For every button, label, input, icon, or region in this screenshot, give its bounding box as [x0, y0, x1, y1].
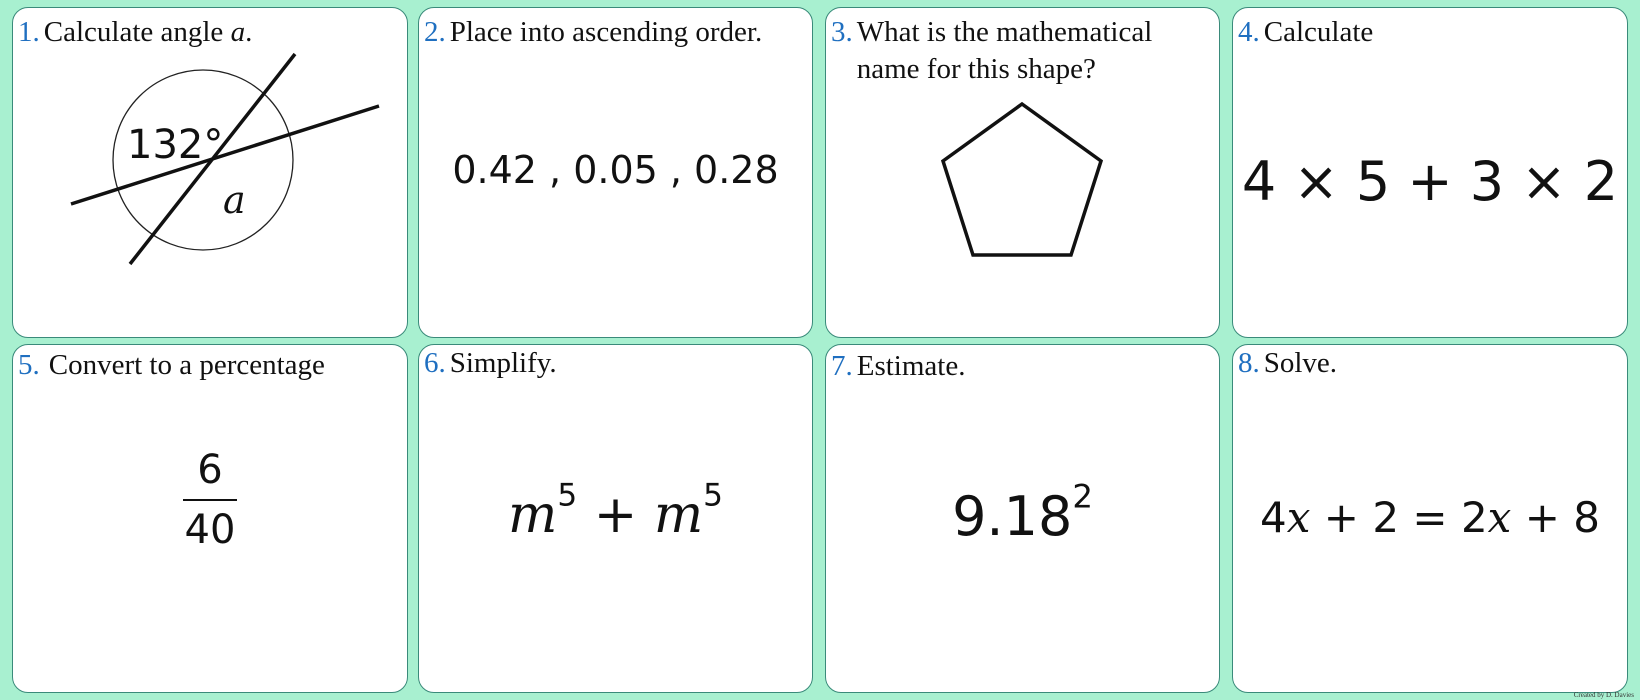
fraction-bar	[183, 499, 237, 501]
credit-text: Created by D. Davies	[1573, 691, 1634, 699]
question-card-7	[825, 344, 1220, 693]
question-card-8	[1232, 344, 1628, 693]
question-card-1	[12, 7, 408, 338]
question-number: 5.	[18, 349, 40, 381]
question-header	[18, 347, 401, 384]
question-text: Calculate angle a.	[43, 16, 253, 48]
question-text: Convert to a percentage	[48, 349, 325, 381]
question-number: 8.	[1238, 347, 1260, 379]
estimate-expression: 9.18$^2$	[952, 477, 1093, 548]
question-header	[1238, 345, 1621, 382]
algebra-expression: $m^5 + m^5$	[508, 477, 723, 545]
question-text: Calculate	[1263, 16, 1374, 48]
question-header	[1238, 14, 1621, 51]
question-card-5	[12, 344, 408, 693]
question-number: 1.	[18, 16, 40, 48]
question-text: Solve.	[1263, 347, 1338, 379]
angle-diagram	[13, 8, 409, 339]
angle-label: 132°	[127, 122, 224, 168]
question-card-4	[1232, 7, 1628, 338]
question-variable: a	[230, 16, 246, 48]
question-card-3	[825, 7, 1220, 338]
question-number: 3.	[831, 16, 853, 48]
question-number: 4.	[1238, 16, 1260, 48]
question-number: 2.	[424, 16, 446, 48]
question-header	[831, 348, 1213, 385]
question-text: Simplify.	[449, 347, 557, 379]
question-text: Place into ascending order.	[449, 16, 763, 48]
question-card-6	[418, 344, 813, 693]
question-header	[424, 14, 806, 51]
equation: 4x + 2 = 2x + 8	[1260, 493, 1600, 542]
variable-label: a	[223, 178, 246, 222]
question-number: 6.	[424, 347, 446, 379]
question-card-2	[418, 7, 813, 338]
calculation-expression: 4 × 5 + 3 × 2	[1241, 150, 1619, 213]
denominator: 40	[184, 507, 236, 553]
pentagon-shape	[826, 8, 1221, 339]
question-text: What is the mathematical name for this shape?	[856, 16, 1153, 85]
question-header	[424, 345, 806, 382]
fraction	[13, 447, 407, 553]
numerator: 6	[197, 447, 223, 493]
question-text: Estimate.	[856, 350, 966, 382]
question-number: 7.	[831, 350, 853, 382]
number-list: 0.42 , 0.05 , 0.28	[452, 148, 779, 192]
